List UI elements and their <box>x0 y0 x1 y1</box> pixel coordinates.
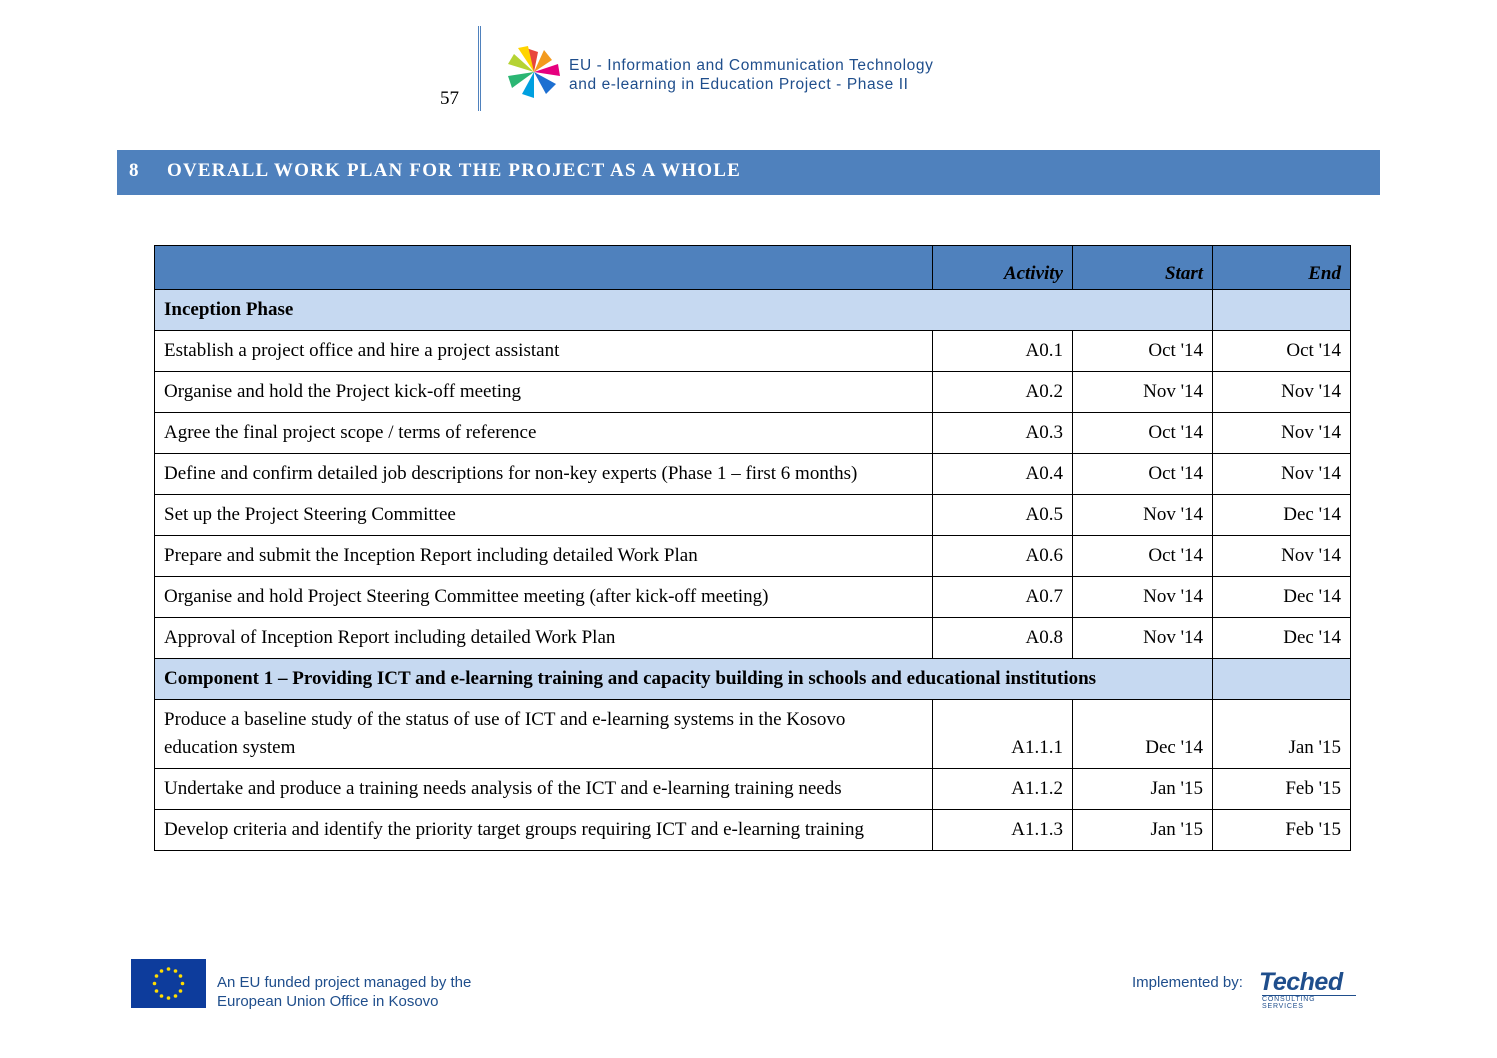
project-title-line2: and e-learning in Education Project - Phase II <box>569 76 909 93</box>
phase-row <box>155 659 1351 700</box>
phase-title: Component 1 – Providing ICT and e-learning training and capacity building in schools and educational institutions <box>155 659 1213 700</box>
start-cell: Oct '14 <box>1073 331 1213 372</box>
end-cell: Dec '14 <box>1213 618 1351 659</box>
table-row <box>155 618 1351 659</box>
activity-cell: A1.1.3 <box>933 810 1073 851</box>
task-cell: Organise and hold Project Steering Committee meeting (after kick-off meeting) <box>155 577 933 618</box>
eu-flag-icon <box>131 959 206 1008</box>
table-row <box>155 769 1351 810</box>
task-cell: Develop criteria and identify the priority target groups requiring ICT and e-learning training <box>155 810 933 851</box>
table-row <box>155 495 1351 536</box>
start-cell: Nov '14 <box>1073 372 1213 413</box>
start-cell: Nov '14 <box>1073 495 1213 536</box>
table-row <box>155 372 1351 413</box>
activity-cell: A0.3 <box>933 413 1073 454</box>
start-cell: Dec '14 <box>1073 700 1213 769</box>
end-cell: Nov '14 <box>1213 454 1351 495</box>
task-cell: Produce a baseline study of the status of use of ICT and e-learning systems in the Kosovo education system <box>155 700 933 769</box>
table-row <box>155 454 1351 495</box>
task-cell: Approval of Inception Report including detailed Work Plan <box>155 618 933 659</box>
column-header-end: End <box>1213 246 1351 290</box>
column-header-activity: Activity <box>933 246 1073 290</box>
start-cell: Oct '14 <box>1073 454 1213 495</box>
end-cell: Nov '14 <box>1213 372 1351 413</box>
funding-note <box>217 973 471 1011</box>
phase-empty-cell <box>1213 659 1351 700</box>
end-cell: Feb '15 <box>1213 769 1351 810</box>
end-cell: Dec '14 <box>1213 495 1351 536</box>
header-divider <box>478 26 481 111</box>
task-cell: Prepare and submit the Inception Report including detailed Work Plan <box>155 536 933 577</box>
task-cell: Set up the Project Steering Committee <box>155 495 933 536</box>
task-cell: Undertake and produce a training needs analysis of the ICT and e-learning training needs <box>155 769 933 810</box>
section-title: OVERALL WORK PLAN FOR THE PROJECT AS A WHOLE <box>167 160 742 181</box>
start-cell: Jan '15 <box>1073 810 1213 851</box>
start-cell: Jan '15 <box>1073 769 1213 810</box>
start-cell: Oct '14 <box>1073 413 1213 454</box>
section-number: 8 <box>129 160 140 181</box>
task-cell: Define and confirm detailed job descriptions for non-key experts (Phase 1 – first 6 months) <box>155 454 933 495</box>
table-row <box>155 331 1351 372</box>
phase-row <box>155 290 1351 331</box>
activity-cell: A1.1.1 <box>933 700 1073 769</box>
funding-note-line2: European Union Office in Kosovo <box>217 993 439 1010</box>
task-cell: Establish a project office and hire a project assistant <box>155 331 933 372</box>
activity-cell: A0.4 <box>933 454 1073 495</box>
activity-cell: A0.6 <box>933 536 1073 577</box>
table-row <box>155 577 1351 618</box>
activity-cell: A0.1 <box>933 331 1073 372</box>
task-cell: Organise and hold the Project kick-off meeting <box>155 372 933 413</box>
end-cell: Dec '14 <box>1213 577 1351 618</box>
table-row <box>155 413 1351 454</box>
implemented-by-label: Implemented by: <box>1132 974 1243 991</box>
activity-cell: A0.8 <box>933 618 1073 659</box>
activity-cell: A0.7 <box>933 577 1073 618</box>
project-logo-icon <box>504 44 564 100</box>
end-cell: Nov '14 <box>1213 413 1351 454</box>
activity-cell: A0.2 <box>933 372 1073 413</box>
work-plan-table <box>154 245 1351 851</box>
table-header-row <box>155 246 1351 290</box>
start-cell: Nov '14 <box>1073 577 1213 618</box>
page-number: 57 <box>440 88 459 109</box>
task-cell: Agree the final project scope / terms of reference <box>155 413 933 454</box>
end-cell: Jan '15 <box>1213 700 1351 769</box>
column-header-task <box>155 246 933 290</box>
start-cell: Nov '14 <box>1073 618 1213 659</box>
teched-logo-subtitle: CONSULTING SERVICES <box>1262 995 1356 1010</box>
project-title <box>569 56 933 94</box>
activity-cell: A0.5 <box>933 495 1073 536</box>
phase-title: Inception Phase <box>155 290 1213 331</box>
section-heading <box>117 150 1380 195</box>
phase-empty-cell <box>1213 290 1351 331</box>
end-cell: Oct '14 <box>1213 331 1351 372</box>
table-row <box>155 700 1351 769</box>
column-header-start: Start <box>1073 246 1213 290</box>
table-row <box>155 536 1351 577</box>
table-row <box>155 810 1351 851</box>
project-title-line1: EU - Information and Communication Technology <box>569 57 934 74</box>
activity-cell: A1.1.2 <box>933 769 1073 810</box>
teched-logo: Teched <box>1259 968 1343 996</box>
end-cell: Nov '14 <box>1213 536 1351 577</box>
end-cell: Feb '15 <box>1213 810 1351 851</box>
funding-note-line1: An EU funded project managed by the <box>217 974 472 991</box>
start-cell: Oct '14 <box>1073 536 1213 577</box>
